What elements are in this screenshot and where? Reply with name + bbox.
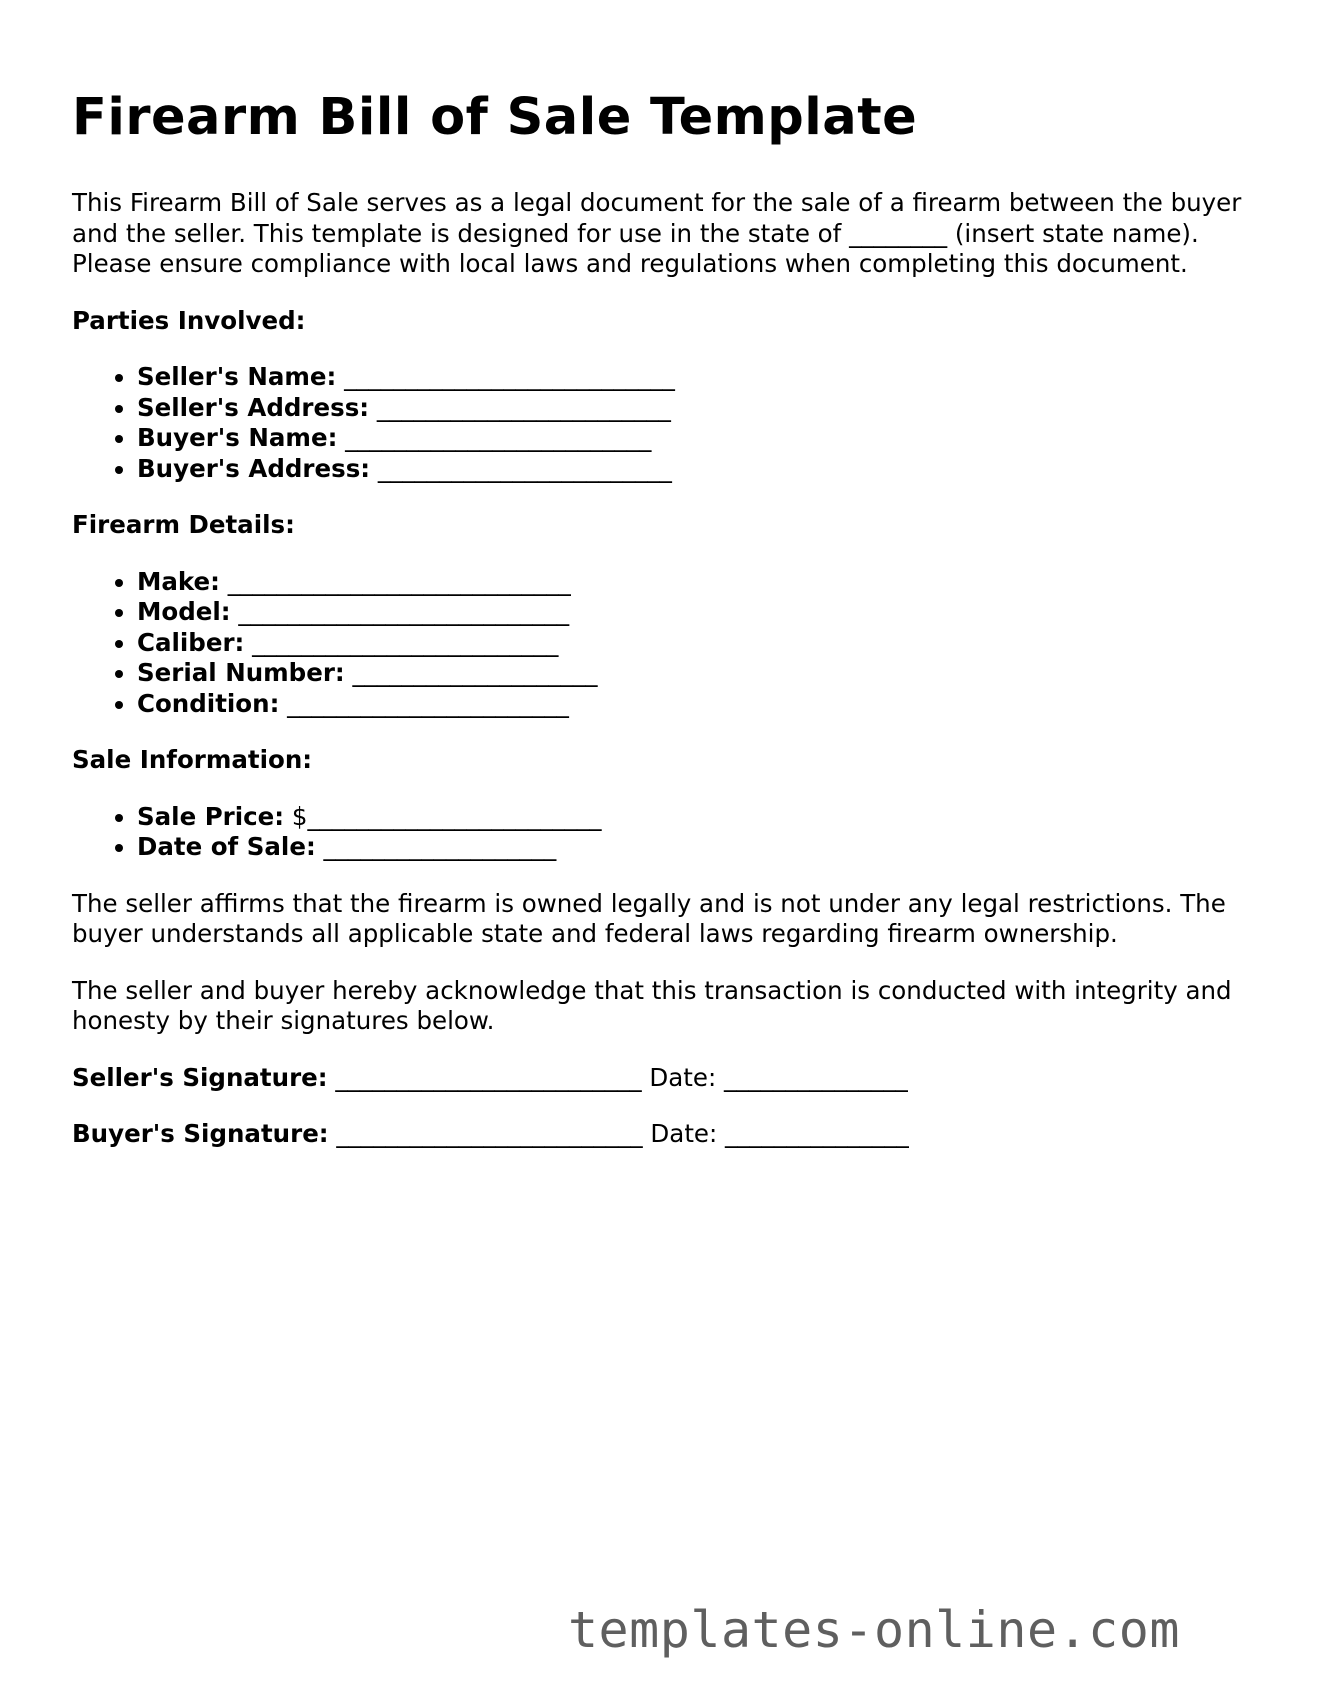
parties-list — [72, 362, 1252, 484]
list-item — [137, 454, 1252, 485]
seller-signature-label: Seller's Signature: — [72, 1062, 328, 1092]
field-blank: ________________________ — [370, 453, 672, 483]
field-label: Seller's Address: — [137, 392, 370, 422]
field-blank: ________________________ — [369, 392, 671, 422]
field-blank: ___________________________ — [230, 597, 570, 626]
seller-signature-line: _________________________ Date: _______________ — [327, 1062, 908, 1092]
acknowledgment-paragraph: The seller and buyer hereby acknowledge that this transaction is conducted with integrity and honesty by their signatures below. — [72, 975, 1232, 1035]
list-item — [137, 832, 1252, 863]
list-item — [137, 393, 1252, 424]
field-label: Make: — [137, 566, 220, 596]
affirmation-paragraph: The seller affirms that the firearm is owned legally and is not under any legal restrictions. The buyer understands all applicable state and federal laws regarding firearm ownership. — [72, 888, 1226, 948]
field-label: Model: — [137, 597, 231, 626]
field-label: Sale Price: — [137, 801, 285, 831]
list-item — [137, 802, 1252, 833]
document-page — [72, 88, 1252, 1176]
field-blank: ____________________ — [344, 658, 598, 687]
field-label: Date of Sale: — [137, 832, 316, 861]
page-title: Firearm Bill of Sale Template — [72, 88, 918, 147]
field-blank: ____________________________ — [219, 566, 571, 596]
list-item — [137, 597, 1252, 628]
list-item — [137, 689, 1252, 720]
field-label: Condition: — [137, 688, 280, 718]
field-blank: ___________________ — [315, 832, 557, 861]
sale-heading: Sale Information: — [72, 745, 313, 774]
buyer-signature-row — [72, 1119, 1252, 1150]
field-label: Buyer's Address: — [137, 453, 371, 483]
parties-heading: Parties Involved: — [72, 305, 306, 335]
field-label: Caliber: — [137, 627, 245, 657]
field-label: Serial Number: — [137, 658, 345, 687]
sale-list — [72, 802, 1252, 863]
firearm-heading: Firearm Details: — [72, 510, 295, 539]
list-item — [137, 567, 1252, 598]
field-blank: _______________________ — [279, 688, 569, 718]
field-blank: $________________________ — [284, 801, 602, 831]
field-label: Buyer's Name: — [137, 423, 338, 452]
field-blank: _________________________ — [337, 423, 652, 452]
buyer-signature-label: Buyer's Signature: — [72, 1119, 329, 1148]
field-label: Seller's Name: — [137, 362, 337, 391]
intro-paragraph: This Firearm Bill of Sale serves as a legal document for the sale of a firearm between the buyer and the seller. This template is designed for use in the state of ________ (insert state name). Please ensure compliance with local laws and regulations when completing this document. — [72, 188, 1242, 278]
list-item — [137, 423, 1252, 454]
field-blank: ___________________________ — [336, 362, 675, 391]
list-item — [137, 362, 1252, 393]
firearm-list — [72, 567, 1252, 720]
seller-signature-row — [72, 1063, 1252, 1094]
field-blank: _________________________ — [244, 627, 559, 657]
list-item — [137, 658, 1252, 689]
watermark-text: templates-online.com — [567, 1601, 1180, 1659]
buyer-signature-line: _________________________ Date: _______________ — [328, 1119, 909, 1148]
list-item — [137, 628, 1252, 659]
